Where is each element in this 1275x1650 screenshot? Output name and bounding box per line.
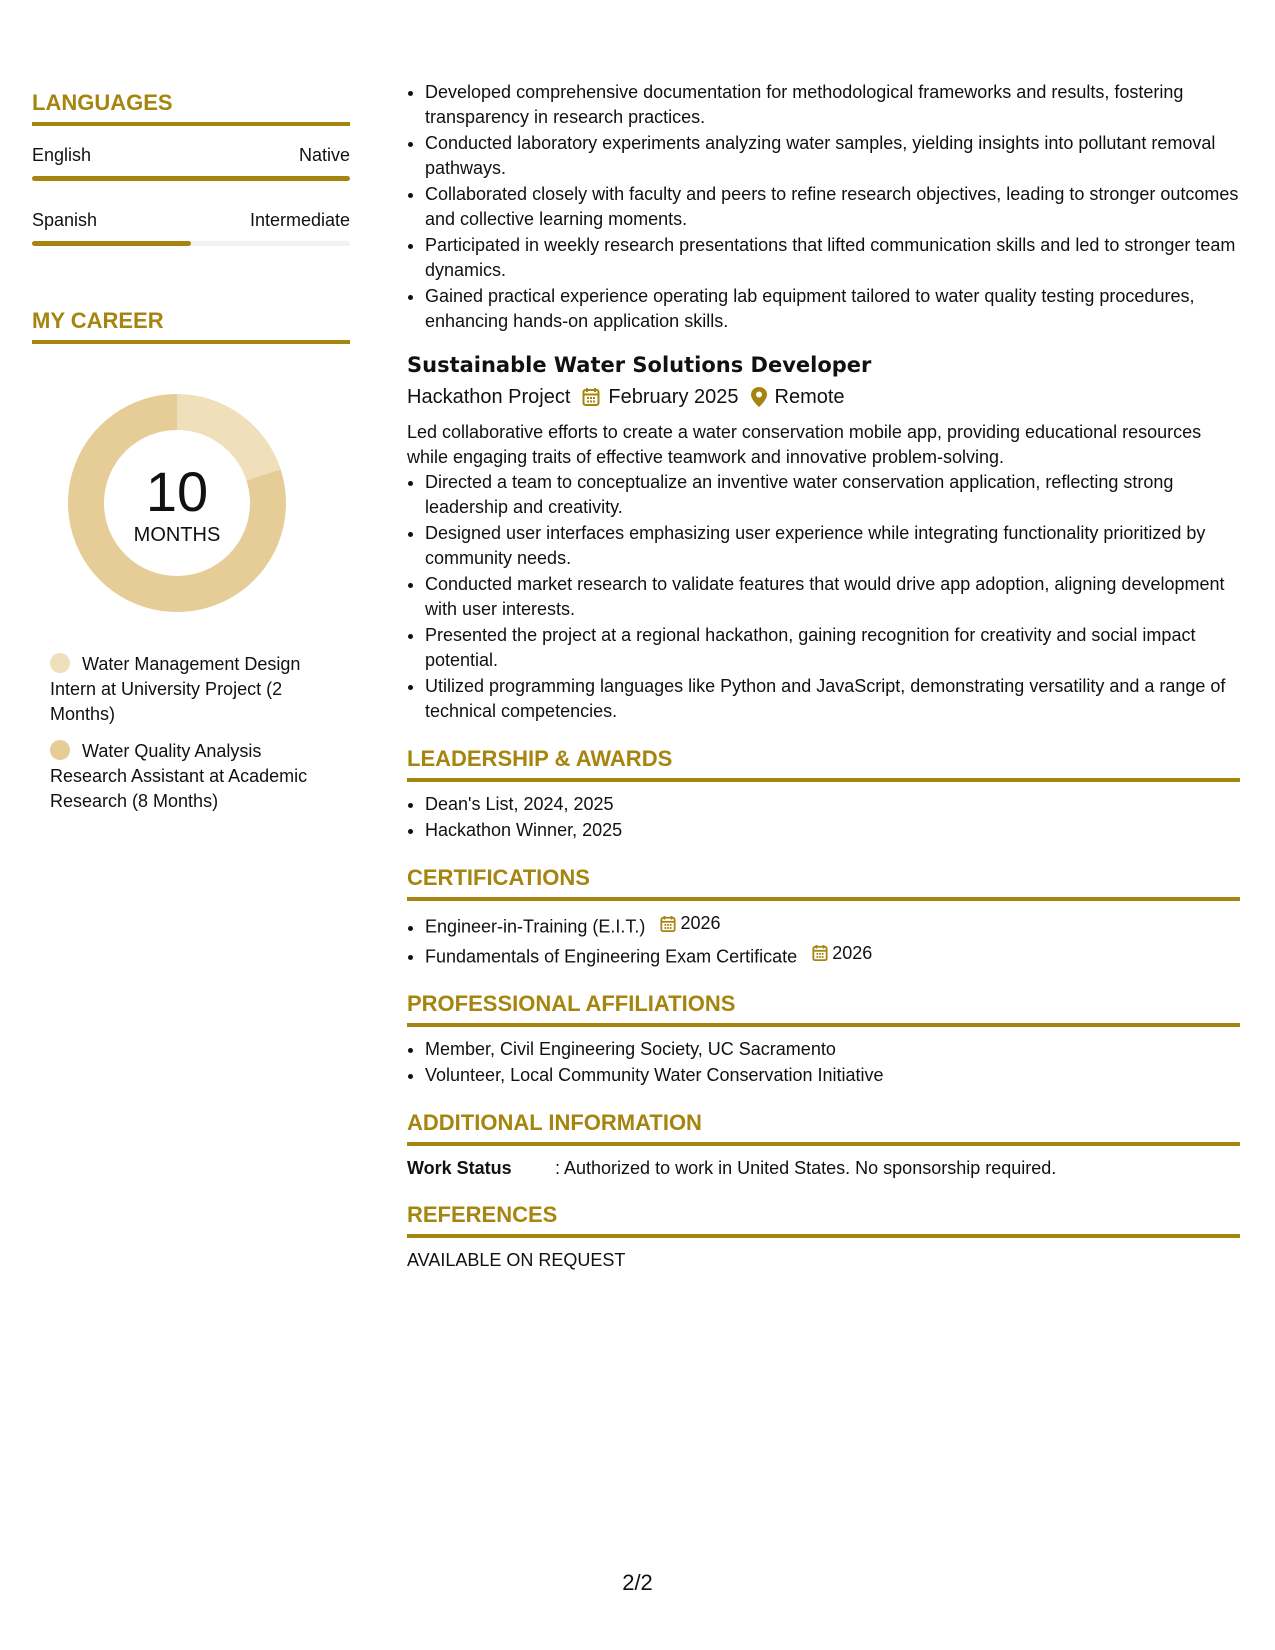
language-proficiency-fill: [32, 176, 350, 181]
job-title: Sustainable Water Solutions Developer: [407, 353, 872, 377]
career-legend: [50, 652, 340, 814]
career-legend-label: Water Quality Analysis Research Assistant at Academic Research (8 Months): [50, 741, 308, 811]
list-item: • Developed comprehensive documentation for methodological frameworks and results, fostering transparency in research practices.: [425, 80, 1240, 130]
certification-year: 2026: [832, 942, 873, 963]
legend-dot-icon: [50, 653, 70, 673]
language-level: Native: [298, 145, 350, 165]
leadership-heading: LEADERSHIP & AWARDS: [407, 748, 1240, 782]
list-item: • Volunteer, Local Community Water Conservation Initiative: [425, 1063, 1240, 1088]
language-level: Intermediate: [249, 210, 350, 230]
certification-year: 2026: [680, 913, 721, 933]
job-location: Remote: [774, 386, 845, 408]
language-proficiency-fill: [32, 241, 191, 246]
work-status-row: [407, 1156, 1240, 1180]
list-item: • Conducted laboratory experiments analyzing water samples, yielding insights into pollutant removal pathways.: [425, 131, 1240, 181]
languages-heading: LANGUAGES: [32, 92, 350, 126]
references-text: AVAILABLE ON REQUEST: [407, 1250, 626, 1270]
leadership-list: [407, 792, 1240, 843]
job-description: Led collaborative efforts to create a water conservation mobile app, providing educational resources while engaging traits of effective teamwork and innovative problem-solving.: [407, 422, 1202, 467]
job-meta: [407, 384, 1240, 410]
list-item: [425, 911, 1240, 940]
page-number: 2/2: [622, 1570, 653, 1595]
certification-name: Fundamentals of Engineering Exam Certificate: [425, 946, 798, 966]
list-item: • Designed user interfaces emphasizing user experience while integrating functionality prioritized by community needs.: [425, 521, 1240, 571]
job-organization: Hackathon Project: [407, 386, 571, 408]
additional-info-heading: ADDITIONAL INFORMATION: [407, 1112, 1240, 1146]
career-total-value: 10: [145, 460, 209, 523]
affiliations-heading: PROFESSIONAL AFFILIATIONS: [407, 993, 1240, 1027]
certifications-heading: CERTIFICATIONS: [407, 867, 1240, 901]
certification-name: Engineer-in-Training (E.I.T.): [425, 916, 646, 937]
language-name: English: [32, 145, 92, 165]
list-item: • Conducted market research to validate features that would drive app adoption, aligning development with user interests.: [425, 572, 1240, 622]
calendar-icon: [582, 387, 600, 407]
language-item: [32, 144, 350, 181]
career-heading: MY CAREER: [32, 310, 350, 344]
previous-job-bullets: [407, 80, 1240, 334]
career-total-unit: MONTHS: [133, 524, 221, 546]
list-item: • Utilized programming languages like Python and JavaScript, demonstrating versatility and a range of technical competencies.: [425, 674, 1240, 724]
calendar-icon: [812, 944, 828, 962]
work-status-label: Work Status: [407, 1158, 512, 1178]
list-item: • Member, Civil Engineering Society, UC Sacramento: [425, 1037, 1240, 1062]
sidebar: [32, 92, 350, 826]
list-item: • Dean's List, 2024, 2025: [425, 792, 1240, 817]
work-status-value: : Authorized to work in United States. No sponsorship required.: [555, 1158, 1057, 1178]
certifications-list: [407, 911, 1240, 969]
list-item: [425, 941, 1240, 970]
legend-dot-icon: [50, 740, 70, 760]
job-bullets: [407, 470, 1240, 724]
career-donut-chart: [62, 388, 292, 618]
references-heading: REFERENCES: [407, 1204, 1240, 1238]
career-legend-item: [50, 652, 340, 727]
career-legend-label: Water Management Design Intern at University Project (2 Months): [50, 654, 301, 724]
list-item: • Gained practical experience operating lab equipment tailored to water quality testing procedures, enhancing hands-on application skills.: [425, 284, 1240, 334]
language-item: [32, 209, 350, 246]
list-item: • Collaborated closely with faculty and peers to refine research objectives, leading to stronger outcomes and collective learning moments.: [425, 182, 1240, 232]
job-date: February 2025: [608, 386, 739, 408]
list-item: • Presented the project at a regional hackathon, gaining recognition for creativity and social impact potential.: [425, 623, 1240, 673]
language-proficiency-bar: [32, 176, 350, 181]
location-pin-icon: [751, 387, 767, 407]
affiliations-list: [407, 1037, 1240, 1088]
main-content: [407, 80, 1240, 1272]
career-legend-item: [50, 739, 340, 814]
list-item: • Participated in weekly research presentations that lifted communication skills and led to stronger team dynamics.: [425, 233, 1240, 283]
list-item: • Hackathon Winner, 2025: [425, 818, 1240, 843]
calendar-icon: [660, 915, 676, 933]
language-proficiency-bar: [32, 241, 350, 246]
language-name: Spanish: [32, 210, 98, 230]
list-item: • Directed a team to conceptualize an inventive water conservation application, reflecting strong leadership and creativity.: [425, 470, 1240, 520]
